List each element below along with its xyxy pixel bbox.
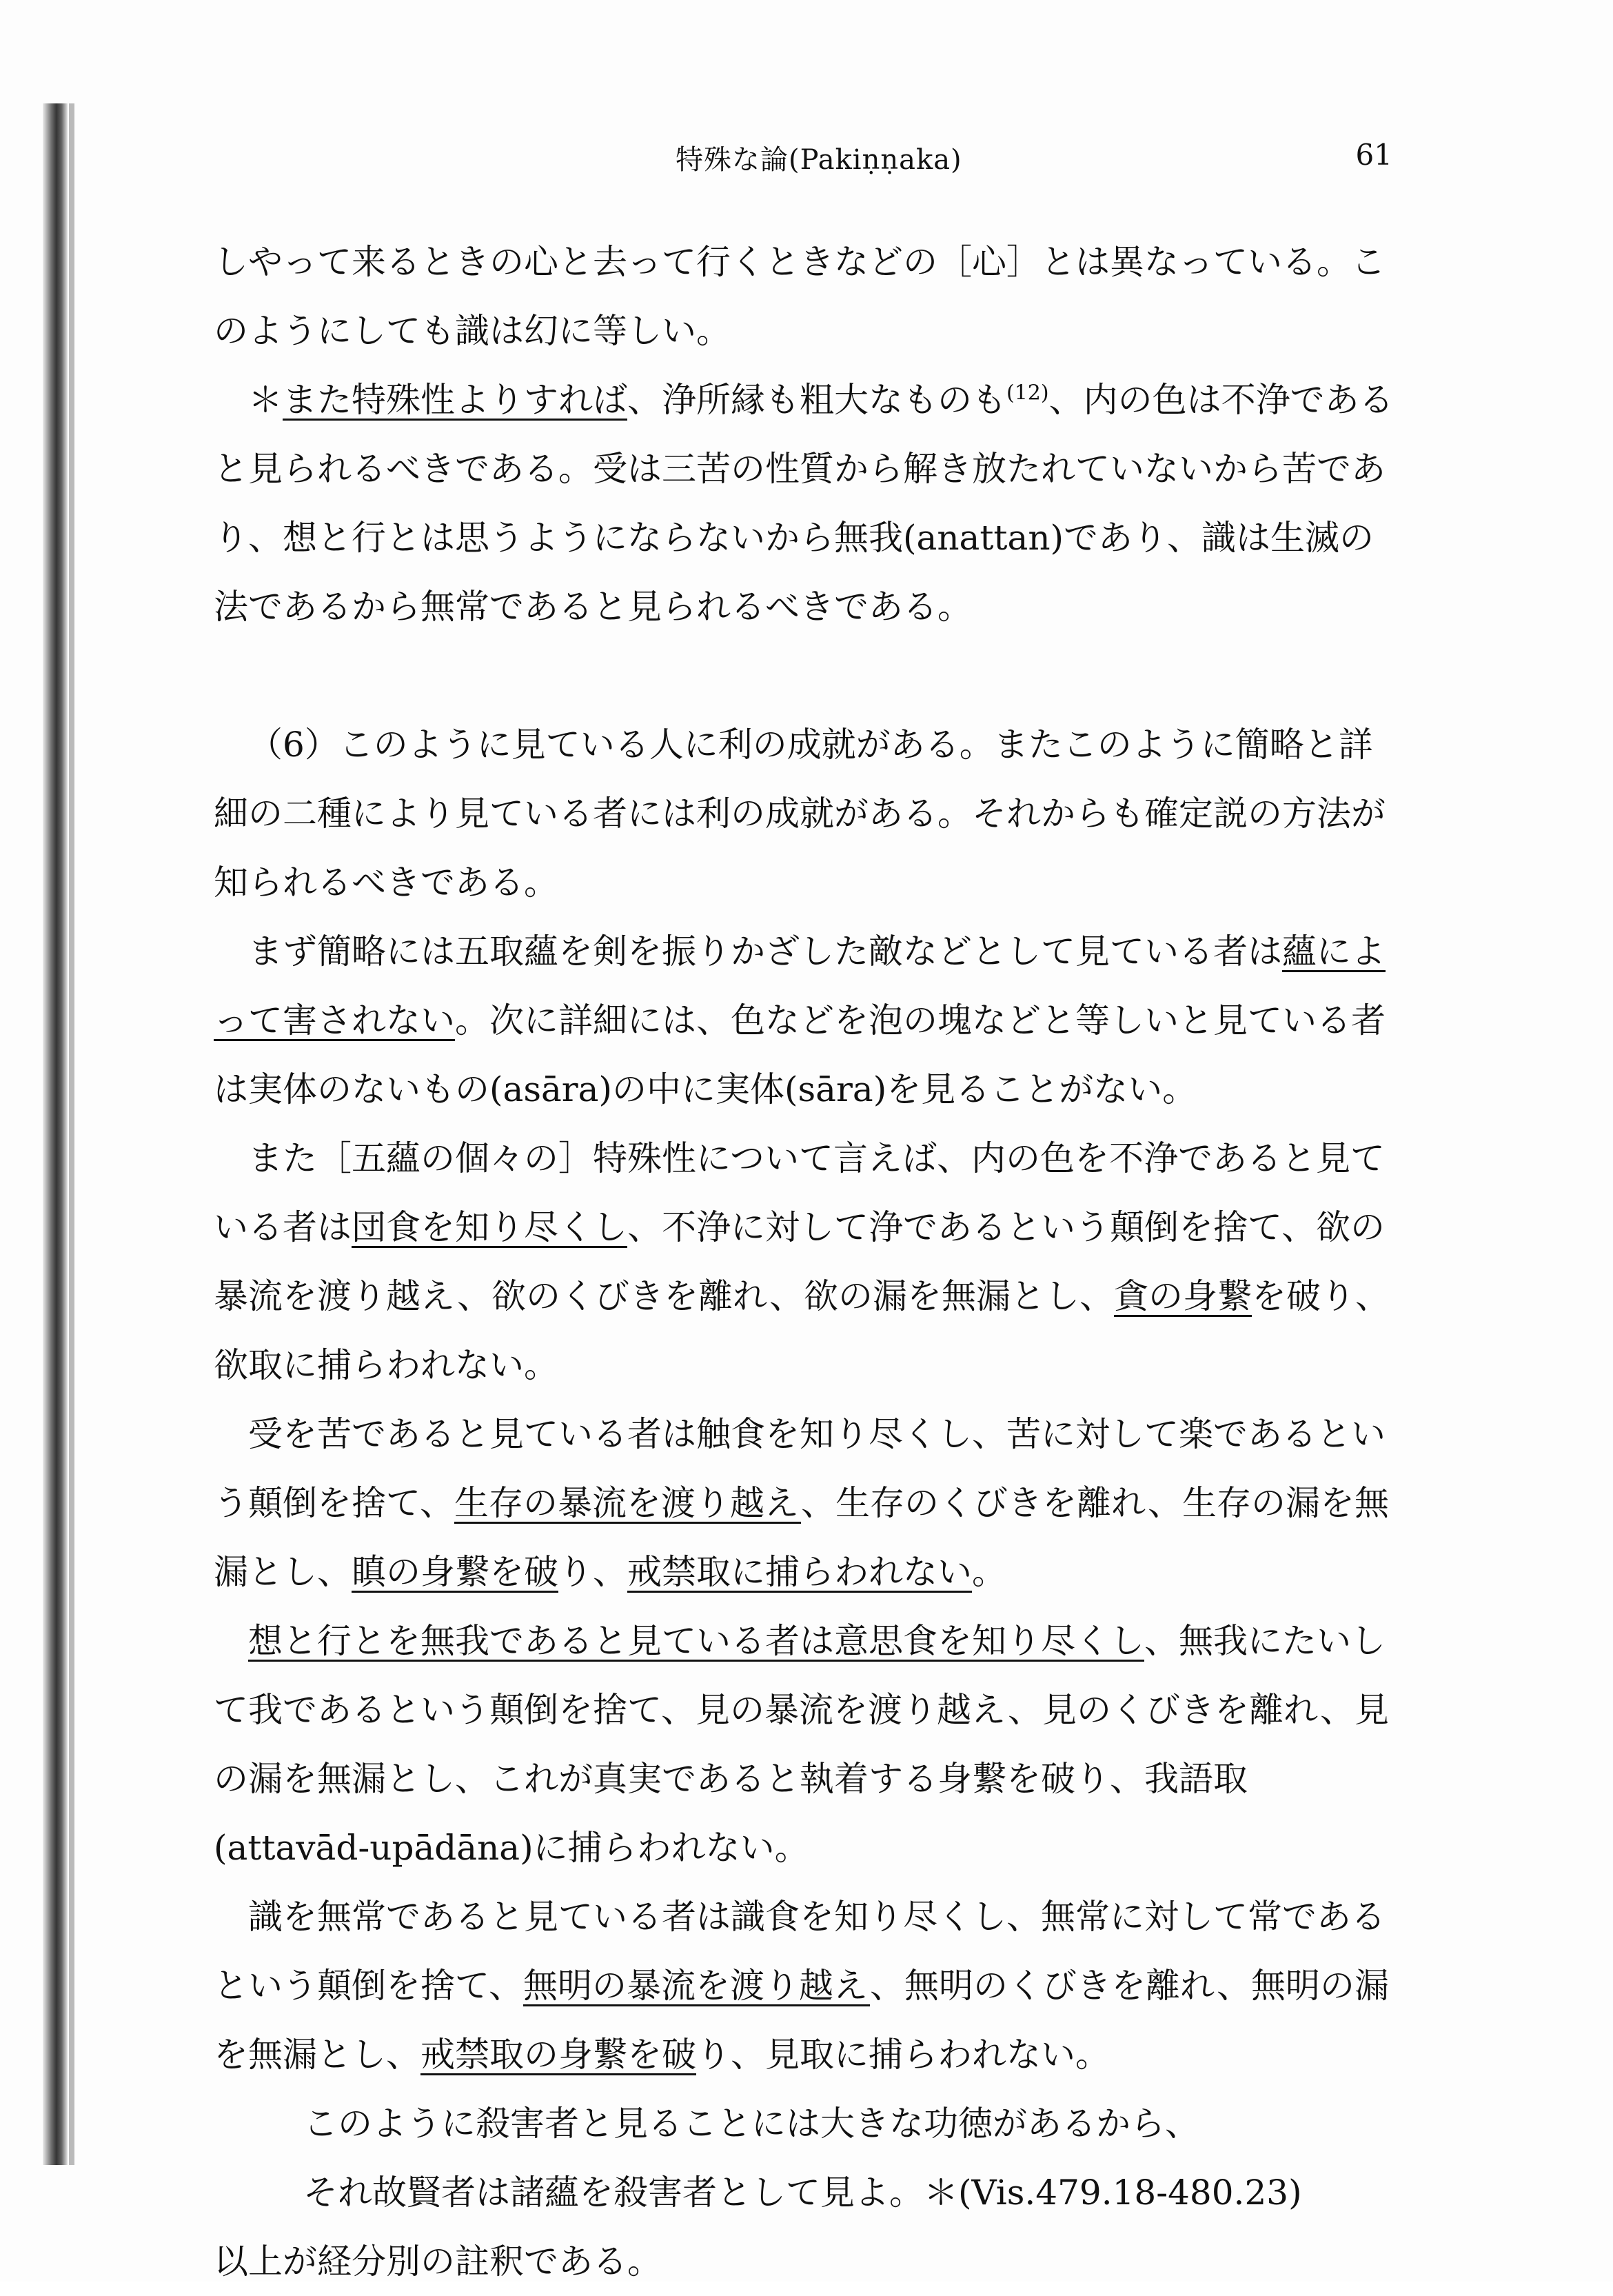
paragraph-5 <box>214 1124 1399 1400</box>
paragraph-2 <box>214 365 1399 641</box>
underlined-phrase: 蘊によって害されない <box>214 932 1386 1040</box>
paragraph-6-text: り、 <box>558 1552 627 1592</box>
underlined-phrase: また特殊性よりすれば <box>283 380 627 420</box>
paragraph-8 <box>214 1882 1399 2089</box>
paragraph-gap <box>214 641 1399 710</box>
body-text <box>214 228 1399 2296</box>
paragraph-3 <box>214 710 1399 917</box>
underlined-phrase: 団食を知り尽くし <box>352 1207 627 1247</box>
footnote-ref: (12) <box>1006 381 1049 405</box>
underlined-phrase: 瞋の身繋を破 <box>352 1552 558 1592</box>
paragraph-5-text: また［五蘊の個々の］特殊性について言えば、内の色を不浄であると見ている者は <box>214 1138 1385 1247</box>
paragraph-6 <box>214 1400 1399 1607</box>
paragraph-8-text: り、見取に捕らわれない。 <box>696 2035 1110 2075</box>
paragraph-2-text: 、浄所縁も粗大なものも <box>627 380 1006 420</box>
paragraph-8-text: 、無明のくびきを離れ、無明の漏を無漏とし、 <box>214 1966 1389 2075</box>
paragraph-4-text: 。次に詳細には、色などを泡の塊などと等しいと見ている者は実体のないもの(asāra)の中に実体(sāra)を見ることがない。 <box>214 1000 1386 1109</box>
scan-binding-shadow <box>43 103 68 2165</box>
closing-line-text: 以上が経分別の註釈である。 <box>214 2242 662 2282</box>
paragraph-3-text: （6）このように見ている人に利の成就がある。またこのように簡略と詳細の二種により見ている者には利の成就がある。それからも確定説の方法が知られるべきである。 <box>214 725 1386 903</box>
page-number: 61 <box>1355 138 1392 172</box>
paragraph-4 <box>214 917 1399 1124</box>
paragraph-6-text: 受を苦であると見ている者は触食を知り尽くし、苦に対して楽であるという顛倒を捨て、 <box>214 1414 1386 1523</box>
underlined-phrase: 生存の暴流を渡り越え <box>454 1483 801 1523</box>
underlined-phrase: 貪の身繋 <box>1114 1276 1252 1316</box>
verse-line-1 <box>214 2089 1399 2158</box>
paragraph-7-text: 、無我にたいして我であるという顛倒を捨て、見の暴流を渡り越え、見のくびきを離れ、見の漏を無漏とし、これが真実であると執着する身繋を破り、我語取(attavād-upādāna)に捕らわれない。 <box>214 1621 1389 1868</box>
closing-line <box>214 2227 1399 2296</box>
paragraph-1 <box>214 228 1399 365</box>
asterisk-mark: ＊ <box>248 380 283 420</box>
verse-line-2 <box>214 2158 1399 2227</box>
scan-binding-line <box>69 103 74 2165</box>
paragraph-5-text: を破り、欲取に捕らわれない。 <box>214 1276 1390 1385</box>
underlined-phrase: 戒禁取の身繋を破 <box>420 2035 696 2075</box>
verse-line-2-text: それ故賢者は諸蘊を殺害者として見よ。＊(Vis.479.18-480.23) <box>303 2173 1302 2213</box>
paragraph-6-text: 、生存のくびきを離れ、生存の漏を無漏とし、 <box>214 1483 1389 1592</box>
underlined-phrase: 想と行とを無我であると見ている者は意思食を知り尽くし <box>248 1621 1144 1661</box>
running-head: 特殊な論(Pakiṇṇaka) <box>676 144 962 176</box>
paragraph-5-text: 、不浄に対して浄であるという顛倒を捨て、欲の暴流を渡り越え、欲のくびきを離れ、欲の漏を無漏とし、 <box>214 1207 1385 1316</box>
paragraph-8-text: 識を無常であると見ている者は識食を知り尽くし、無常に対して常であるという顛倒を捨て、 <box>214 1897 1386 2006</box>
verse-line-1-text: このように殺害者と見ることには大きな功徳があるから、 <box>303 2104 1199 2144</box>
paragraph-6-text: 。 <box>972 1552 1006 1592</box>
page-header <box>221 138 1392 179</box>
underlined-phrase: 戒禁取に捕らわれない <box>627 1552 972 1592</box>
paragraph-2-text: 、内の色は不浄であると見られるべきである。受は三苦の性質から解き放たれていないから苦であり、想と行とは思うようにならないから無我(anattan)であり、識は生滅の法であるから無常であると見られるべきである。 <box>214 380 1394 627</box>
paragraph-7 <box>214 1607 1399 1882</box>
paragraph-1-text: しやって来るときの心と去って行くときなどの［心］とは異なっている。このようにしても識は幻に等しい。 <box>214 242 1386 351</box>
underlined-phrase: 無明の暴流を渡り越え <box>523 1966 870 2006</box>
paragraph-4-text: まず簡略には五取蘊を剣を振りかざした敵などとして見ている者は <box>248 932 1282 971</box>
